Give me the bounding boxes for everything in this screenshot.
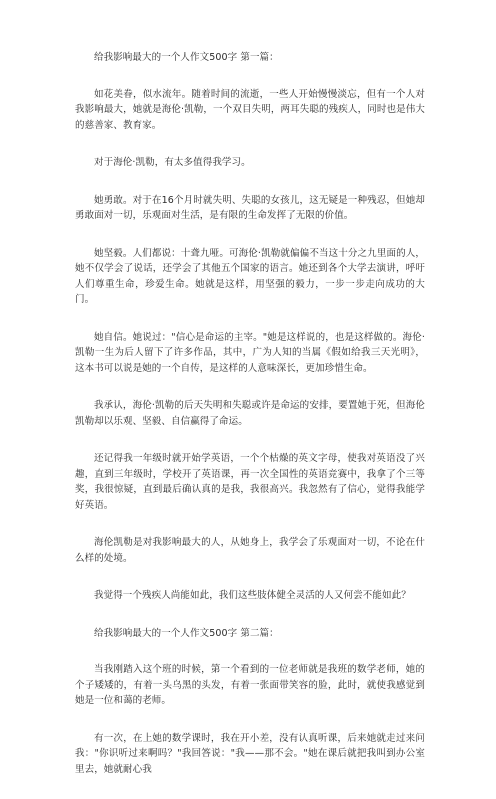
paragraph: 当我刚踏入这个班的时候，第一个看到的一位老师就是我班的数学老师，她的个子矮矮的，有着一头乌黑的头发，有着一张面带笑容的脸，此时，就使我感觉到她是一位和蔼的老师。 — [75, 664, 425, 706]
paragraph: 海伦凯勒是对我影响最大的人，从她身上，我学会了乐观面对一切，不论在什么样的处境。 — [75, 537, 425, 564]
paragraph: 对于海伦·凯勒，有太多值得我学习。 — [94, 157, 251, 168]
paragraph: 我觉得一个残疾人尚能如此，我们这些肢体健全灵活的人又何尝不能如此？ — [94, 590, 411, 601]
paragraph: 还记得我一年级时就开始学英语，一个个枯燥的英文字母，使我对英语没了兴趣，直到三年级时，学校开了英语课，再一次全国性的英语竞赛中，我拿了个三等奖，我很惊疑，直到最后确认真的是我，我很高兴。我忽然有了信心，觉得我能学好英语。 — [75, 453, 425, 511]
paragraph: 她勇敢。对于在16个月时就失明、失聪的女孩儿，这无疑是一种残忍，但她却勇敢面对一切，乐观面对生活，是有限的生命发挥了无限的价值。 — [75, 194, 425, 221]
article-body — [75, 50, 425, 799]
essay-1-heading: 给我影响最大的一个人作文500字 第一篇： — [94, 52, 279, 63]
paragraph: 她自信。她说过："信心是命运的主宰。"她是这样说的，也是这样做的。海伦·凯勒一生为后人留下了许多作品，其中，广为人知的当属《假如给我三天光明》，这本书可以说是她的一个自传，是这样的人意味深长，更加珍惜生命。 — [75, 331, 425, 374]
paragraph: 有一次，在上她的数学课时，我在开小差，没有认真听课，后来她就走过来问我："你识听过来啊吗？"我回答说："我——那不会。"她在课后就把我叫到办公室里去，她就耐心我 — [75, 732, 425, 775]
paragraph: 如花美眷，似水流年。随着时间的流逝，一些人开始慢慢淡忘，但有一个人对我影响最大，她就是海伦·凯勒，一个双目失明，两耳失聪的残疾人，同时也是伟大的慈善家、教育家。 — [75, 88, 425, 131]
paragraph: 我承认，海伦·凯勒的后天失明和失聪或许是命运的安排，要置她于死，但海伦凯勒却以乐观、坚毅、自信赢得了命运。 — [75, 400, 425, 427]
paragraph: 她坚毅。人们都说：十聋九哑。可海伦·凯勒就偏偏不当这十分之九里面的人，她不仅学会了说话，还学会了其他五个国家的语言。她还到各个大学去演讲，呼吁人们尊重生命，珍爱生命。她就是这样，用坚强的毅力，一步一步走向成功的大门。 — [75, 247, 425, 305]
essay-2-heading: 给我影响最大的一个人作文500字 第二篇： — [94, 627, 279, 639]
